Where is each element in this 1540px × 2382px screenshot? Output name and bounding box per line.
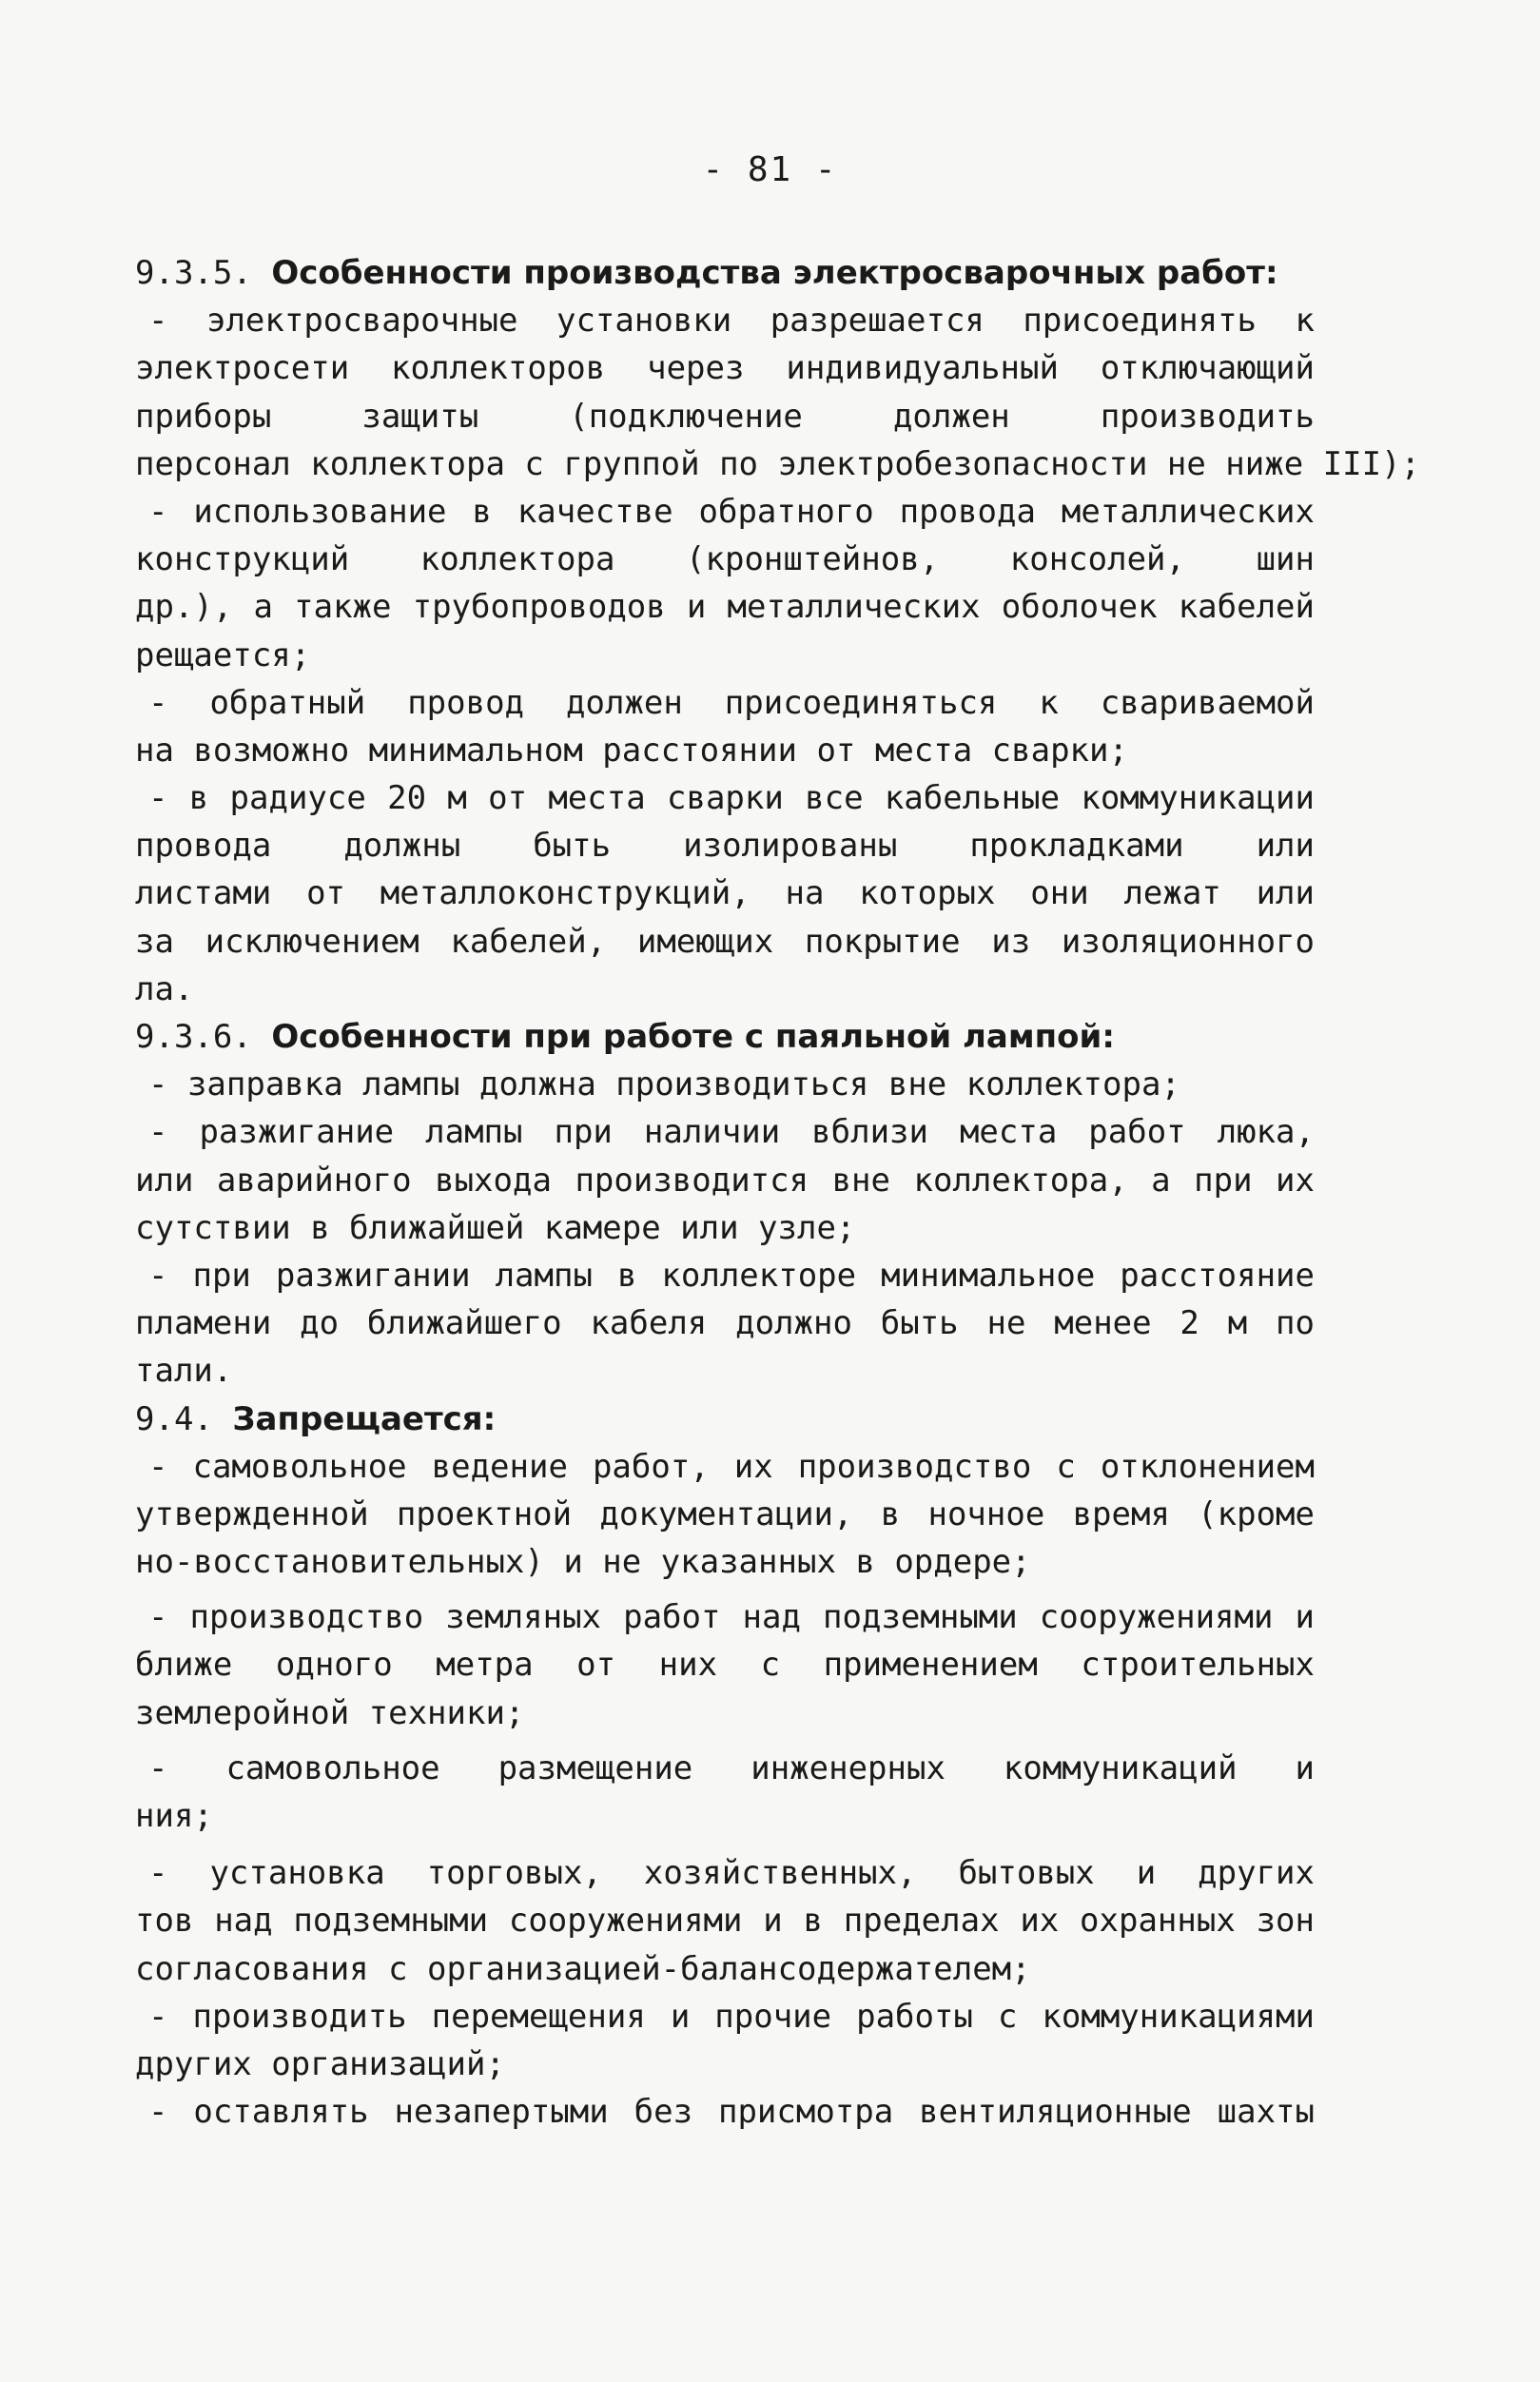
text-line: электросети коллекторов через индивидуальный отключающий	[135, 349, 1315, 388]
text-line: листами от металлоконструкций, на которых они лежат или	[135, 874, 1315, 913]
text-line: - производить перемещения и прочие работы с коммуникациями	[148, 1997, 1315, 2036]
section-title: Особенности при работе с паяльной лампой:	[271, 1018, 1115, 1056]
text-line: - заправка лампы должна производиться вне коллектора;	[148, 1065, 1180, 1104]
document-body	[135, 249, 1421, 2136]
text-line: согласования с организацией-балансодержателем;	[135, 1949, 1031, 1988]
section-title: Особенности производства электросварочных работ:	[271, 254, 1278, 292]
text-line: др.), а также трубопроводов и металлических оболочек кабелей	[135, 588, 1315, 627]
text-line: - обратный провод должен присоединяться к свариваемой	[148, 683, 1315, 722]
text-line: - в радиусе 20 м от места сварки все кабельные коммуникации	[148, 779, 1315, 818]
text-line: - при разжигании лампы в коллекторе минимальное расстояние	[148, 1256, 1315, 1295]
text-line: ла.	[135, 969, 194, 1008]
text-line: - производство земляных работ над подземными сооружениями и	[148, 1598, 1315, 1637]
text-line: - разжигание лампы при наличии вблизи места работ люка,	[148, 1113, 1315, 1152]
section-number: 9.3.5.	[135, 254, 252, 292]
page-number: - 81 -	[702, 150, 838, 189]
section-heading	[135, 249, 1315, 297]
text-line: провода должны быть изолированы прокладками или	[135, 827, 1315, 866]
text-line: - электросварочные установки разрешается присоединять к	[148, 302, 1315, 341]
text-line: или аварийного выхода производится вне коллектора, а при их	[135, 1161, 1315, 1200]
text-line: ближе одного метра от них с применением строительных	[135, 1646, 1315, 1685]
section-heading	[135, 1396, 1315, 1443]
text-line: тов над подземными сооружениями и в пределах их охранных зон	[135, 1902, 1315, 1941]
text-line: - самовольное размещение инженерных коммуникаций и	[148, 1748, 1315, 1787]
text-line: рещается;	[135, 635, 311, 674]
text-line: за исключением кабелей, имеющих покрытие из изоляционного	[135, 922, 1315, 961]
text-line: - оставлять незапертыми без присмотра вентиляционные шахты	[148, 2093, 1315, 2132]
text-line: ния;	[135, 1797, 213, 1835]
text-line: - установка торговых, хозяйственных, бытовых и других	[148, 1854, 1315, 1893]
text-line: других организаций;	[135, 2044, 505, 2083]
text-line: но-восстановительных) и не указанных в ордере;	[135, 1543, 1031, 1582]
text-line: землеройной техники;	[135, 1693, 525, 1732]
text-line: конструкций коллектора (кронштейнов, консолей, шин	[135, 540, 1315, 579]
section-number: 9.4.	[135, 1399, 213, 1438]
text-line: приборы защиты (подключение должен производить	[135, 397, 1315, 436]
text-line: утвержденной проектной документации, в ночное время (кроме	[135, 1494, 1315, 1533]
text-line: тали.	[135, 1352, 233, 1391]
section-title: Запрещается:	[232, 1399, 497, 1438]
text-line: пламени до ближайшего кабеля должно быть не менее 2 м по	[135, 1304, 1315, 1343]
section-heading	[135, 1013, 1315, 1061]
text-line: - самовольное ведение работ, их производство с отклонением	[148, 1447, 1315, 1486]
text-line: на возможно минимальном расстоянии от места сварки;	[135, 731, 1128, 770]
text-line: - использование в качестве обратного провода металлических	[148, 492, 1315, 531]
section-number: 9.3.6.	[135, 1018, 252, 1056]
text-line: сутствии в ближайшей камере или узле;	[135, 1208, 856, 1247]
text-line: персонал коллектора с группой по электробезопасности не ниже III);	[135, 444, 1421, 483]
